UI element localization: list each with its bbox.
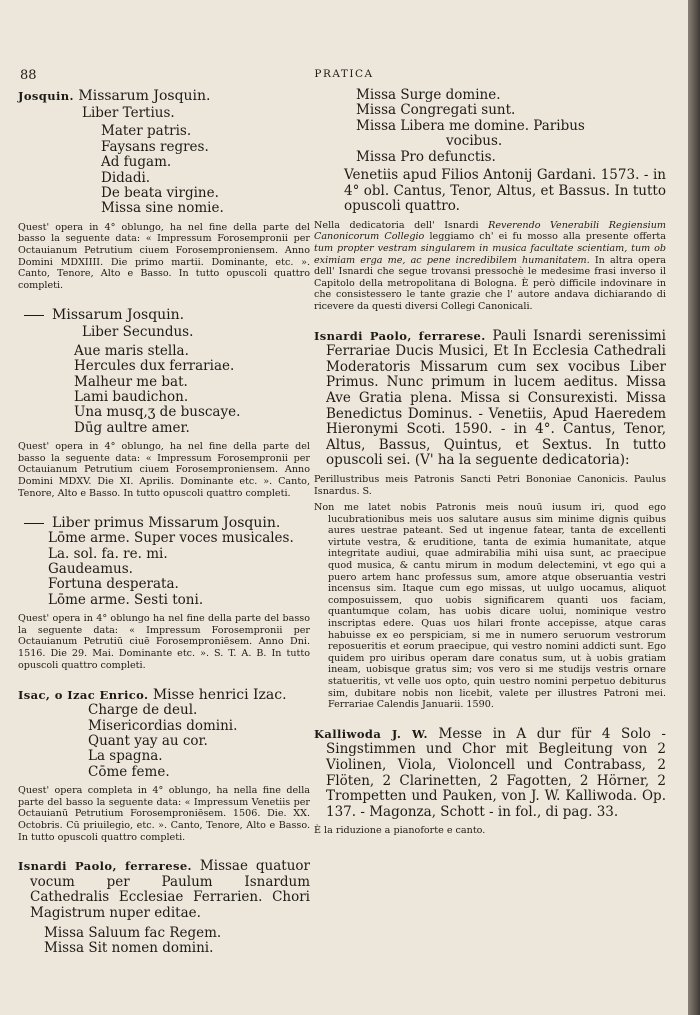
entry-josquin-liber-secundus: [18, 307, 310, 499]
entry-subtitle: Liber Secundus.: [82, 324, 194, 341]
mass-list: [18, 344, 310, 436]
list-item: Faysans regres.: [101, 138, 209, 155]
entry-kalliwoda: [314, 727, 666, 837]
entry-heading: [314, 329, 666, 469]
entry-title: Liber primus Missarum Josquin.: [52, 515, 281, 532]
entry-subtitle: Liber Tertius.: [82, 105, 175, 121]
author-name: Isnardi Paolo, ferrarese.: [314, 328, 486, 343]
entry-note: È la riduzione a pianoforte e canto.: [314, 825, 486, 837]
list-item: Cōme feme.: [88, 763, 170, 780]
entry-text: Pauli Isnardi serenissimi Ferrariae Ducis Musici, Et In Ecclesia Cathedrali Moderatoris Missarum cum sex vocibus Liber Primus. Nunc primum in lucem aeditus. Missa Ave Gratia plena. Missa si Consurexisti. Missa Benedictus Dominus. - Venetiis, Apud Haeredem Hieronymi Scoti. 1590. - in 4°. Cantus, Tenor, Altus, Bassus, Quintus, et Sextus. In tutto opuscoli sei. (V' ha la seguente dedicatoria):: [326, 327, 666, 469]
entry-heading: [314, 727, 666, 821]
mass-list: [18, 124, 310, 216]
left-column: [18, 88, 310, 964]
list-item: La spagna.: [88, 748, 163, 765]
entry-heading: [18, 687, 310, 703]
mass-list: [18, 703, 310, 780]
imprint: Venetiis apud Filios Antonij Gardani. 1573. - in 4° obl. Cantus, Tenor, Altus, et Bassus. In tutto opuscoli quattro.: [344, 167, 666, 215]
author-name: Isnardi Paolo, ferrarese.: [18, 859, 192, 874]
list-item: Mater patris.: [101, 123, 192, 140]
list-item: Aue maris stella.: [74, 342, 189, 359]
list-item: Hercules dux ferrariae.: [74, 358, 235, 375]
entry-text: Messe in A dur für 4 Solo - Singstimmen und Chor mit Begleitung von 2 Violinen, Viola, Violoncell und Contrabass, 2 Flöten, 2 Clarinetten, 2 Fagotten, 2 Hörner, 2 Trompetten und Pauken, von J. W. Kalliwoda. Op. 137. - Magonza, Schott - in fol., di pag. 33.: [326, 725, 666, 820]
entry-title: Missarum Josquin.: [78, 88, 211, 104]
entry-note: [314, 220, 666, 313]
entry-note: Quest' opera in 4° oblungo ha nel fine della parte del basso la seguente data: « Impressum Forosempronii per Octauianum Petrutiū ciuē Forosemproniēsem. Anno Dni. 1516. Die 29. Mai. Dominante etc. ». S. T. A. B. In tutto opuscoli quattro completi.: [18, 613, 310, 671]
entry-heading: [18, 88, 310, 104]
page-number: 88: [20, 68, 37, 83]
ditto-dash: [24, 523, 44, 524]
entry-isnardi-liber-primus: [314, 329, 666, 711]
book-binding-edge: [688, 0, 700, 1015]
list-item: Gaudeamus.: [48, 561, 133, 578]
entry-heading: [18, 859, 310, 921]
list-item: Didadi.: [101, 169, 151, 186]
entry-isac: [18, 687, 310, 843]
list-item: Charge de deul.: [88, 702, 198, 719]
entry-heading: [18, 515, 310, 531]
right-column: [314, 88, 666, 845]
note-text: In altra opera dell' Isnardi che segue trovansi pressochè le medesime frasi inverso il Capitolo della metropolitana di Bologna. È però difficile indovinare in che consistessero le tante grazie che l' autore andava dichiarando di ricevere da questi diversi Collegi Canonicali.: [314, 254, 667, 312]
list-item: vocibus.: [446, 133, 503, 150]
list-item: Missa Pro defunctis.: [356, 148, 496, 165]
list-item: Missa Surge domine.: [356, 87, 501, 103]
entry-text: Missae quatuor vocum per Paulum Isnardum Cathedralis Ecclesiae Ferrarien. Chori Magistrum nuper editae.: [30, 858, 310, 921]
list-item: Lōme arme. Sesti toni.: [48, 591, 204, 608]
list-item: La. sol. fa. re. mi.: [48, 545, 168, 562]
list-item: Missa Saluum fac Regem.: [44, 924, 222, 941]
ditto-dash: [24, 315, 44, 316]
list-item: Misericordias domini.: [88, 717, 238, 734]
list-item: Lōme arme. Super voces musicales.: [48, 530, 294, 547]
note-text: leggiamo ch' ei fu mosso alla presente offerta: [424, 231, 666, 243]
list-item: Missa sine nomie.: [101, 200, 224, 217]
entry-heading: [18, 307, 310, 323]
entry-josquin-liber-tertius: [18, 88, 310, 291]
list-item: Dūg aultre amer.: [74, 419, 190, 436]
list-item: Lami baudichon.: [74, 389, 189, 406]
author-name: Kalliwoda J. W.: [314, 726, 428, 741]
entry-title: Misse henrici Izac.: [152, 687, 287, 704]
entry-isnardi-missae-quatuor: [18, 859, 310, 956]
entry-note: Quest' opera in 4° oblungo, ha nel fine della parte del basso la seguente data: « Impressum Forosempronii per Octauianum Petrutium ciuem Forosemproniensem. Anno Domini MDXIIII. Die primo martii. Dominante, etc. ». Canto, Tenore, Alto e Basso. In tutto opuscoli quattro completi.: [18, 221, 310, 291]
list-item: Quant yay au cor.: [88, 733, 208, 750]
entry-josquin-liber-primus: [18, 515, 310, 671]
list-item: Una musq,ʒ de buscaye.: [74, 404, 241, 421]
entry-note: Quest' opera completa in 4° oblungo, ha nella fine della parte del basso la seguente data: « Impressum Venetiis per Octauianū Petrutium Forosemproniēsem. 1506. Die. XX. Octobris. Cū priuilegio, etc. ». Canto, Tenore, Alto e Basso. In tutto opuscoli quattro completi.: [18, 785, 310, 843]
entry-note: Quest' opera in 4° oblungo, ha nel fine della parte del basso la seguente data: « Impressum Forosempronii per Octauianum Petrutium ciuem Forosemproniensem. Anno Domini MDXV. Die XI. Aprilis. Dominante etc. ». Canto, Tenore, Alto e Basso. In tutto opuscoli quattro completi.: [18, 441, 310, 499]
author-name: Isac, o Izac Enrico.: [18, 688, 149, 703]
entry-isnardi-continued: [314, 88, 666, 313]
author-name: Josquin.: [18, 89, 74, 103]
dedication: Perillustribus meis Patronis Sancti Petri Bononiae Canonicis. Paulus Isnardus. S.: [314, 473, 666, 497]
list-item: Ad fugam.: [101, 154, 172, 171]
list-item: Malheur me bat.: [74, 373, 188, 390]
running-head: PRATICA: [314, 68, 374, 80]
mass-list: [18, 926, 310, 957]
mass-list: [18, 531, 310, 608]
note-italic: tum propter vestram singularem in musica facultate scientiam, tum ob eximiam erga me, ac pene incredibilem humanitatem.: [314, 243, 666, 266]
dedication-letter: Non me latet nobis Patronis meis nouū iusum iri, quod ego lucubrationibus meis uos salutare ausus sim minime dignis quibus aures uestrae pateant. Sed ut ingenue fatear, tanta de excellenti virtute vestra, & eruditione, tanta de eximia humanitate, atque integritate audiui, quae admirabilia mihi uisa sunt, ac praecipue quod musica, & cantu mirum in modum delectemini, vt ego qui a puero artem hanc professus sum, amore atque obseruantia vestri incensus sim. Itaque cum ego missas, ut uulgo uocamus, aliquot composuissem, quo uobis significarem quanti uos faciam, quantumque colam, has uobis dicare uolui, nominique vestro inscriptas edere. Quas uos hilari fronte accepisse, atque caras habuisse ex eo perspiciam, si me in numero seruorum vestrorum reposueritis et eorum praecipue, qui vestro nomini addicti sunt. Ego quidem pro uiribus operam dare conatus sum, ut à uobis gratiam ineam, uobisque gratus sim; vos vero si me studijs vestris ornare statueritis, vt velle uos opto, quin uestro nomini perpetuo debiturus sim, dubitare nobis non licebit, valete per illustres Patroni mei. Ferrariae Calendis Januarii. 1590.: [314, 502, 666, 711]
list-item: De beata virgine.: [101, 185, 219, 202]
list-item: Missa Libera me domine. Paribus: [356, 117, 585, 134]
mass-list: [314, 88, 666, 165]
note-text: Nella dedicatoria dell' Isnardi: [314, 219, 489, 231]
entry-title: Missarum Josquin.: [52, 307, 185, 324]
list-item: Missa Sit nomen domini.: [44, 940, 214, 956]
list-item: Fortuna desperata.: [48, 576, 179, 593]
note-italic: Reverendo Venerabili Regiensium Canonicorum Collegio: [314, 219, 666, 243]
list-item: Missa Congregati sunt.: [356, 102, 516, 119]
